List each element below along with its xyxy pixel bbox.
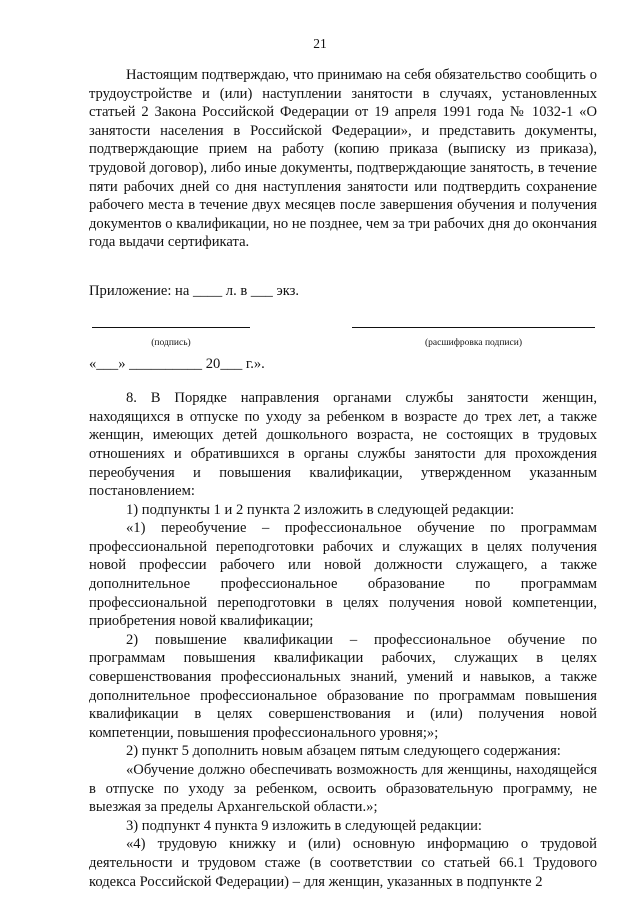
signature-line — [92, 327, 250, 328]
date-line: «___» __________ 20___ г.». — [89, 355, 265, 372]
document-body — [89, 66, 597, 891]
signature-block — [89, 313, 597, 353]
quoted-subpoint-4: «4) трудовую книжку и (или) основную информацию о трудовой деятельности и трудовом стаже (в соответствии со статьей 66.1 Трудового кодекса Российской Федерации) – для женщин, указанных в подпункте 2 — [89, 836, 597, 890]
subpoint-2: 2) пункт 5 дополнить новым абзацем пятым следующего содержания: — [126, 743, 561, 760]
subpoint-1: 1) подпункты 1 и 2 пункта 2 изложить в следующей редакции: — [126, 501, 515, 518]
attachment-line: Приложение: на ____ л. в ___ экз. — [89, 282, 300, 299]
signature-decoding-caption: (расшифровка подписи) — [425, 337, 522, 348]
quoted-subpoint-1: «1) переобучение – профессиональное обучение по программам профессиональной переподготовки рабочих и служащих в целях получения новой профессии рабочего или новой должности служащего, а также дополнительное профессиональное образование по программам профессиональной переподготовки в целях получения новой компетенции, приобретения новой квалификации; — [89, 520, 597, 630]
page-number: 21 — [313, 36, 327, 51]
subpoint-3: 3) подпункт 4 пункта 9 изложить в следующей редакции: — [126, 817, 482, 834]
paragraph-8: 8. В Порядке направления органами службы занятости женщин, находящихся в отпуске по уходу за ребенком в возрасте до трех лет, а также женщин, имеющих детей дошкольного возраста, не состоящих в трудовых отношениях и обратившихся в органы службы занятости для прохождения переобучения и повышения квалификации, утвержденном указанным постановлением: — [89, 390, 597, 500]
intro-paragraph: Настоящим подтверждаю, что принимаю на себя обязательство сообщить о трудоустройстве и (или) наступлении занятости в случаях, установленных статьей 2 Закона Российской Федерации от 19 апреля 1991 года № 1032-1 «О занятости населения в Российской Федерации», и представить документы, подтверждающие прием на работу (копию приказа (выписку из приказа), трудовой договор), либо иные документы, подтверждающие занятость, в течение пяти рабочих дней со дня наступления занятости или подтвердить сохранение рабочего места в течение двух месяцев после завершения обучения и получения документов о квалификации, но не позднее, чем за три рабочих дня до окончания года выдачи сертификата. — [89, 67, 597, 251]
quoted-new-paragraph: «Обучение должно обеспечивать возможность для женщины, находящейся в отпуске по уходу за ребенком, освоить образовательную программу, не выезжая за пределы Архангельской области.»; — [89, 762, 597, 816]
signature-decoding-line — [352, 327, 595, 328]
signature-caption: (подпись) — [151, 337, 191, 348]
quoted-subpoint-2: 2) повышение квалификации – профессиональное обучение по программам повышения квалификации рабочих, служащих в целях совершенствования профессиональных знаний, умений и навыков, а также дополнительное профессиональное образование по программам повышения квалификации в целях совершенствования и (или) получения новой компетенции, повышения профессионального уровня;»; — [89, 631, 597, 741]
